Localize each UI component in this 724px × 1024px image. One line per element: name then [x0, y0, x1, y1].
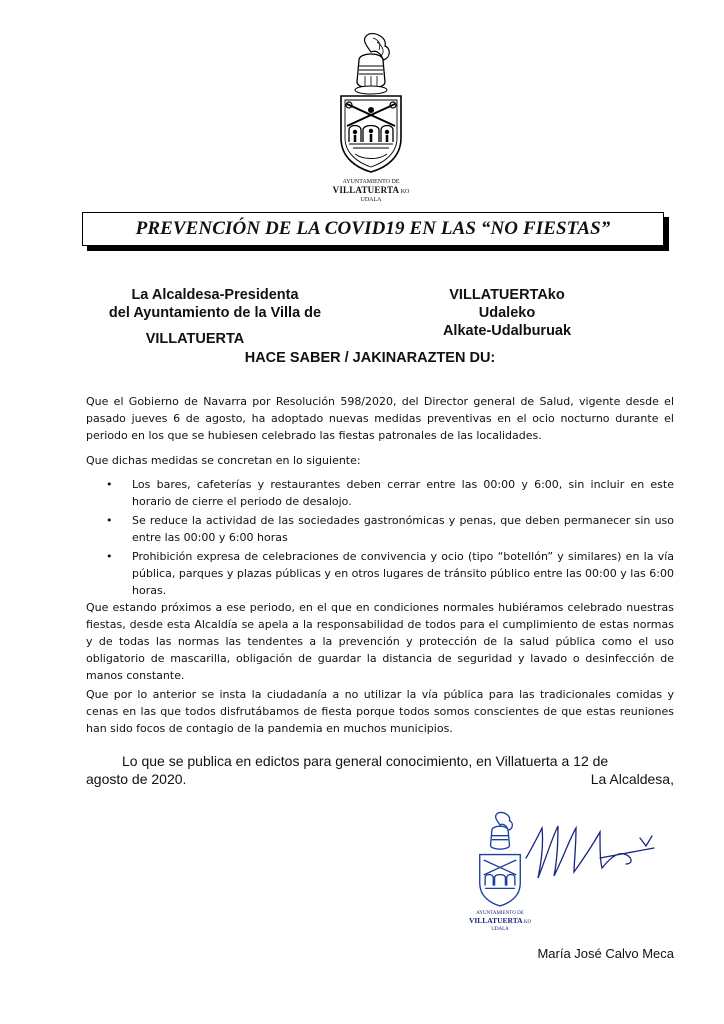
closing-line1: Lo que se publica en edictos para general conocimiento, en Villatuerta a 12 de [122, 753, 609, 769]
seal-caption [460, 910, 540, 933]
announcement-heading: HACE SABER / JAKINARAZTEN DU: [244, 350, 496, 366]
paragraph-resolution: Que el Gobierno de Navarra por Resolución 598/2020, del Director general de Salud, vigente desde el pasado jueves 6 de agosto, ha adoptado nuevas medidas preventivas en el ocio nocturno durante el periodo en los que se hubiesen celebrado las fiestas patronales de las localidades. [86, 395, 674, 442]
closing-line2 [86, 770, 674, 788]
paragraph-responsibility: Que estando próximos a ese periodo, en el que en condiciones normales hubiéramos celebrado nuestras fiestas, desde esta Alcaldía se apela a la responsabilidad de todos para el cumplimiento de estas normas y de todas las normas las tendentes a la prevención y protección de la salud pública como el uso obligatorio de mascarilla, obligación de guardar la distancia de seguridad y lavado o desinfección de manos constante. [86, 601, 674, 682]
crest-caption-line3: UDALA [360, 197, 382, 203]
heading-left-line1: La Alcaldesa-Presidenta [131, 287, 299, 303]
seal-caption-suffix: KO [523, 920, 532, 925]
heading-right-line2: Udaleko [478, 305, 536, 321]
bullet-icon: • [106, 514, 113, 527]
list-item-text: Prohibición expresa de celebraciones de convivencia y ocio (tipo “botellón” y similares) en la vía pública, parques y plazas públicas y en otros lugares de tránsito público entre las 00:00 y las 6:00 horas. [132, 550, 674, 597]
list-item-text: Los bares, cafeterías y restaurantes deben cerrar entre las 00:00 y 6:00, sin incluir en este horario de cierre el periodo de desalojo. [132, 478, 674, 508]
crest-caption-line1: AYUNTAMIENTO DE [342, 179, 400, 185]
paragraph-public-way: Que por lo anterior se insta la ciudadanía a no utilizar la vía pública para las tradicionales comidas y cenas en las que todos disfrutábamos de fiesta porque todos somos conscientes de que estas reuniones han sido focos de contagio de la pandemia en muchos municipios. [86, 688, 674, 735]
heading-left [70, 286, 360, 322]
signer-name: María José Calvo Meca [537, 946, 674, 961]
paragraph-measures-intro: Que dichas medidas se concretan en lo siguiente: [86, 454, 361, 467]
list-item [86, 548, 674, 599]
crest-caption-line2 [326, 186, 416, 196]
municipal-crest [326, 30, 416, 210]
document-title: PREVENCIÓN DE LA COVID19 EN LAS “NO FIESTAS” [135, 218, 611, 239]
crest-caption [326, 178, 416, 204]
list-item [86, 476, 674, 510]
seal-caption-villatuerta: VILLATUERTA [468, 916, 523, 925]
list-item [86, 512, 674, 546]
crest-caption-suffix: KO [400, 189, 410, 195]
heading-right-line3: Alkate-Udalburuak [442, 323, 572, 339]
closing-date: agosto de 2020. [86, 771, 187, 787]
bullet-icon: • [106, 550, 113, 563]
heading-left-line2: del Ayuntamiento de la Villa de [108, 305, 322, 321]
seal-caption-line1: AYUNTAMIENTO DE [476, 911, 524, 916]
closing-signer-role: La Alcaldesa, [590, 771, 674, 787]
title-box [82, 212, 664, 246]
list-item-text: Se reduce la actividad de las sociedades gastronómicas y penas, que deben permanecer sin uso entre las 00:00 y 6:00 horas [132, 514, 674, 544]
seal-caption-line3: UDALA [491, 927, 509, 932]
crest-caption-villatuerta: VILLATUERTA [332, 185, 400, 195]
handwritten-signature [522, 818, 662, 888]
seal-caption-line2 [460, 917, 540, 926]
coat-of-arms-icon [335, 30, 407, 178]
measures-list [86, 476, 674, 601]
bullet-icon: • [106, 478, 113, 491]
heading-left-line3: VILLATUERTA [145, 331, 245, 347]
heading-right-line1: VILLATUERTAko [449, 287, 565, 303]
heading-right [402, 286, 612, 340]
